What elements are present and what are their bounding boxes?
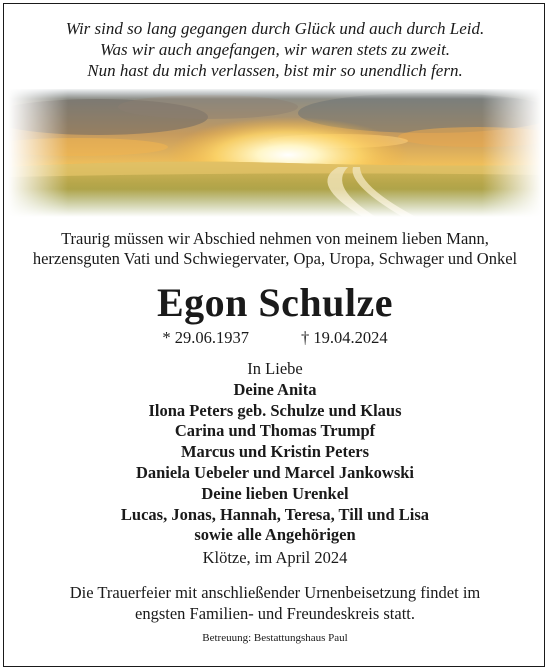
death-date: † 19.04.2024 bbox=[301, 328, 388, 347]
funeral-home-credit: Betreuung: Bestattungshaus Paul bbox=[202, 632, 348, 644]
ceremony-line: engsten Familien- und Freundeskreis statt. bbox=[135, 603, 415, 623]
mourner-line: Marcus und Kristin Peters bbox=[180, 442, 370, 462]
poem-line: Nun hast du mich verlassen, bist mir so unendlich fern. bbox=[87, 61, 463, 80]
place-and-date: Klötze, im April 2024 bbox=[202, 548, 348, 567]
mourners-list bbox=[0, 359, 550, 546]
intro-line: Traurig müssen wir Abschied nehmen von meinem lieben Mann, bbox=[61, 229, 489, 248]
ceremony-notice bbox=[0, 583, 550, 624]
mourner-line: Daniela Uebeler und Marcel Jankowski bbox=[135, 462, 415, 482]
mourner-line: Lucas, Jonas, Hannah, Teresa, Till und Lisa bbox=[120, 504, 430, 524]
poem-line: Was wir auch angefangen, wir waren stets zu zweit. bbox=[99, 40, 451, 59]
ceremony-line: Die Trauerfeier mit anschließender Urnenbeisetzung findet im bbox=[69, 583, 481, 602]
mourner-line: Carina und Thomas Trumpf bbox=[174, 421, 376, 441]
deceased-name: Egon Schulze bbox=[156, 280, 394, 325]
birth-date: * 29.06.1937 bbox=[162, 328, 249, 347]
mourners-heading: In Liebe bbox=[247, 359, 303, 378]
mourner-line: Deine lieben Urenkel bbox=[201, 483, 349, 503]
mourner-line: sowie alle Angehörigen bbox=[194, 525, 356, 545]
intro-line: herzensguten Vati und Schwiegervater, Opa, Uropa, Schwager und Onkel bbox=[32, 249, 518, 268]
sunset-field-image bbox=[8, 89, 542, 217]
mourner-line: Ilona Peters geb. Schulze und Klaus bbox=[148, 400, 402, 420]
poem-line: Wir sind so lang gegangen durch Glück und auch durch Leid. bbox=[65, 19, 485, 38]
intro-text bbox=[0, 229, 550, 269]
life-dates bbox=[0, 328, 550, 348]
poem bbox=[0, 18, 550, 81]
mourner-line: Deine Anita bbox=[233, 379, 317, 399]
